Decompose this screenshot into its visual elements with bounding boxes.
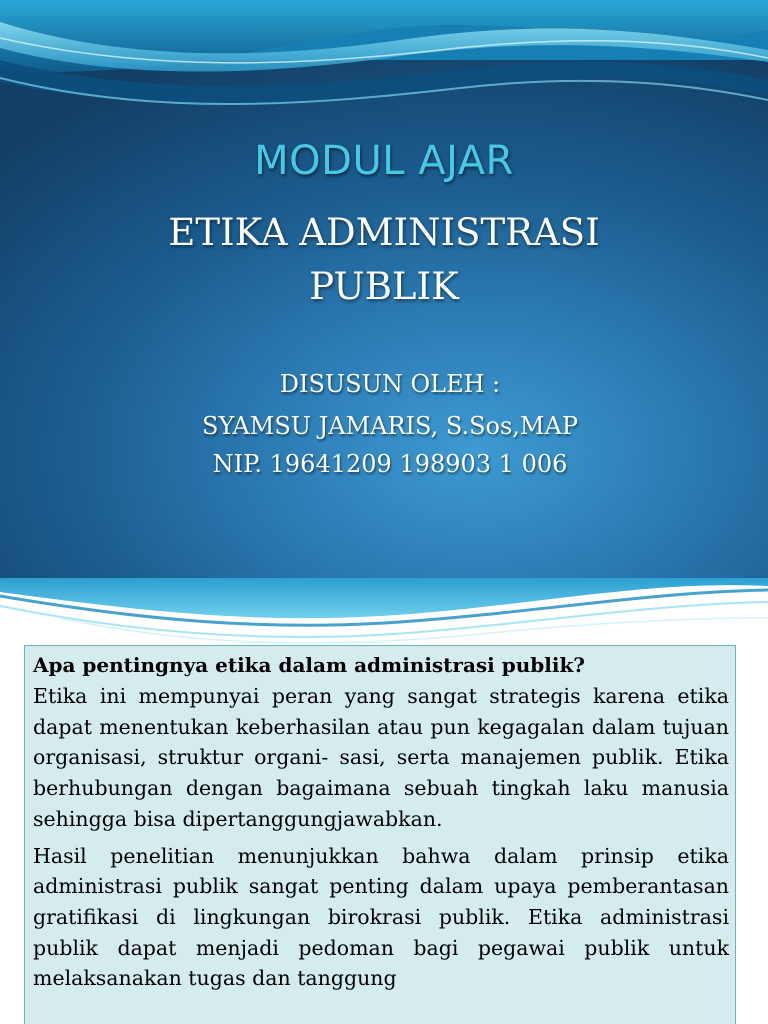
slide-subtitle-line2: PUBLIK [309, 265, 459, 308]
wave-decoration [0, 0, 768, 140]
author-name: SYAMSU JAMARIS, S.Sos,MAP [202, 412, 578, 440]
content-paragraph-1: Etika ini mempunyai peran yang sangat strategis karena etika dapat menentukan keberhasilan atau pun kegagalan dalam tujuan organisasi, struktur organi- sasi, serta manajemen publik. Etika berhubungan dengan bagaimana sebuah tingkah laku manusia sehingga bisa dipertanggungjawabkan. [33, 684, 729, 831]
author-label: DISUSUN OLEH : [279, 370, 501, 398]
content-slide [0, 578, 768, 1024]
slide-title: MODUL AJAR [254, 138, 514, 184]
author-nip: NIP. 19641209 198903 1 006 [212, 450, 568, 478]
slide-subtitle-line1: ETIKA ADMINISTRASI [168, 211, 600, 254]
content-question: Apa pentingnya etika dalam administrasi publik? [33, 653, 586, 677]
wave-decoration [0, 578, 768, 648]
content-paragraph-2: Hasil penelitian menunjukkan bahwa dalam prinsip etika administrasi publik sangat penting dalam upaya pemberantasan gratifikasi di lingkungan birokrasi publik. Etika administrasi publik dapat menjadi pedoman bagi pegawai publik untuk melaksanakan tugas dan tanggung [33, 843, 729, 991]
content-textbox [24, 645, 736, 1024]
